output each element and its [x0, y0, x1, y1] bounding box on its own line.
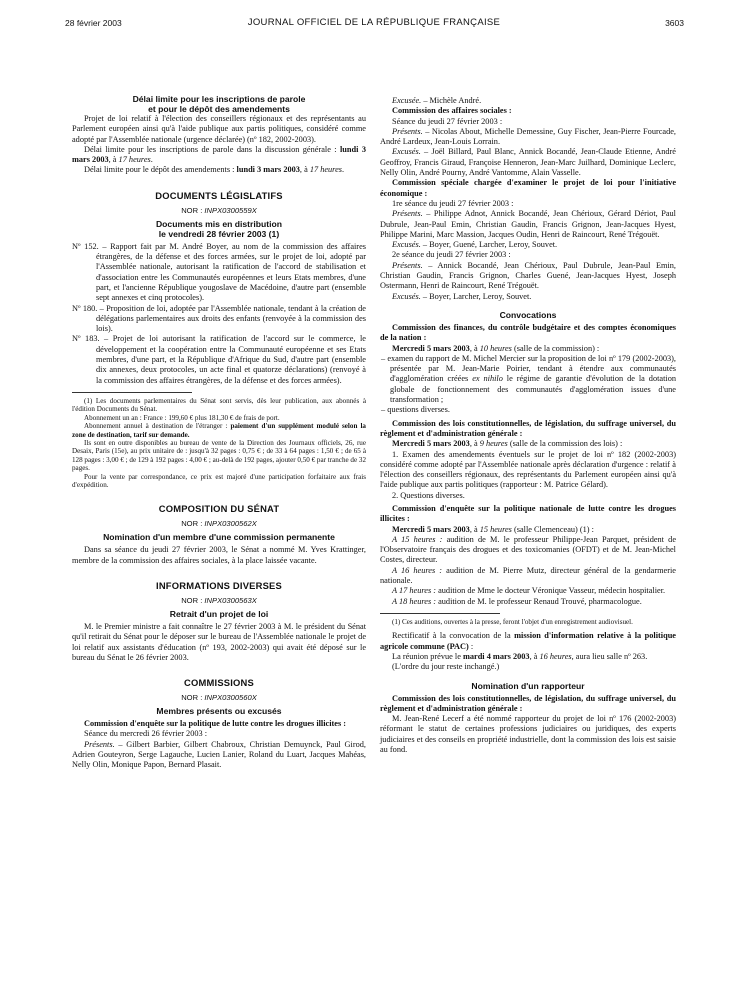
- speciale-s2-excuses: Excusés. – Boyer, Larcher, Leroy, Souvet.: [392, 291, 532, 301]
- documents-nor: NOR : INPX0300559X: [181, 205, 257, 215]
- informations-nor: NOR : INPX0300563X: [181, 596, 257, 605]
- drogues-date: Mercredi 5 mars 2003, à 15 heures (salle Clemenceau) (1) :: [392, 524, 594, 534]
- rectificatif-text: La réunion prévue le mardi 4 mars 2003, à 16 heures, aura lieu salle nº 263.: [392, 651, 648, 661]
- finances-commission-title: Commission des finances, du contrôle budgétaire et des comptes économiques de la nation :: [380, 322, 676, 343]
- delai-title-line1: Délai limite pour les inscriptions de parole: [132, 94, 306, 104]
- commissions-section-continued: [380, 96, 676, 302]
- enquete-excusee: Excusée. – Michèle André.: [392, 96, 482, 105]
- documents-footnote-4: Ils sont en outre disponibles au bureau de vente de la Direction des Journaux officiels, 26, rue Desaix, Paris (15e), au prix unitaire de : jusqu'à 32 pages : 0,75 € ; de 33 à 64 pages : 1,50 € ; de 65 à 128 pages : 3,00 € ; de 129 à 192 pages : 4,00 € ; au-delà de 192 pages, ajouter 0,50 € par tranche de 32 pages.: [72, 438, 366, 473]
- drogues-commission-title: Commission d'enquête sur la politique nationale de lutte contre les drogues illicites :: [380, 503, 676, 524]
- rapporteur-heading: Nomination d'un rapporteur: [471, 680, 585, 691]
- enquete-commission-title: Commission d'enquête sur la politique de lutte contre les drogues illicites :: [84, 719, 347, 729]
- speciale-seance-1: 1re séance du jeudi 27 février 2003 :: [392, 198, 514, 208]
- commissions-nor: NOR : INPX0300560X: [181, 693, 257, 703]
- composition-text: Dans sa séance du jeudi 27 février 2003, le Sénat a nommé M. Yves Krattinger, membre de la commission des affaires sociales, à la place laissée vacante.: [72, 545, 366, 565]
- documents-footnote-3: Abonnement annuel à destination de l'étranger : paiement d'un supplément modulé selon la zone de destination, tarif sur demande.: [72, 422, 366, 439]
- drogues-audition-2: A 16 heures : audition de M. Pierre Mutz, directeur général de la gendarmerie nationale.: [380, 565, 676, 586]
- convocations-heading: Convocations: [499, 309, 557, 320]
- sociales-presents: Présents. – Nicolas About, Michelle Demessine, Guy Fischer, Jean-Pierre Fourcade, André Lardeux, Jean-Louis Lorrain.: [380, 126, 676, 147]
- document-item: Nº 183. – Projet de loi autorisant la ratification de l'accord sur le commerce, le développement et la coopération entre la Communauté européenne et ses Etats membres, d'une part, et la République d'Afrique du Sud, d'autre part (ensemble dix annexes, deux protocoles, un acte final et quatorze déclarations) (renvoyé à la commission des affaires étrangères, de la défense et des forces armées).: [72, 334, 366, 385]
- documents-heading: DOCUMENTS LÉGISLATIFS: [155, 189, 283, 201]
- header-page-number: 3603: [665, 18, 684, 28]
- informations-text: M. le Premier ministre a fait connaître le 27 février 2003 à M. le président du Sénat qu'il retirait du Sénat pour le déposer sur le bureau de l'Assemblée nationale le projet de loi relatif aux assistants d'éducation (nº 193, 2002-2003) qui avait été déposé sur le bureau du Sénat le 26 février 2003.: [72, 622, 366, 662]
- lois-commission-title: Commission des lois constitutionnelles, de législation, du suffrage universel, du règlement et d'administration générale :: [380, 418, 676, 438]
- delai-section: [72, 94, 366, 176]
- convocations-section: [380, 310, 676, 673]
- delai-paragraph-2: Délai limite pour les inscriptions de parole dans la discussion générale : lundi 3 mars 2003, à 17 heures.: [72, 144, 366, 165]
- documents-footnote-5: Pour la vente par correspondance, ce prix est majoré d'une participation forfaitaire aux frais d'expédition.: [72, 472, 366, 489]
- footnote-rule: [380, 613, 500, 614]
- delai-title-line2: et pour le dépôt des amendements: [148, 104, 290, 114]
- finances-item-2: – questions diverses.: [381, 405, 450, 415]
- informations-heading: INFORMATIONS DIVERSES: [156, 580, 282, 591]
- page-header: [0, 0, 748, 40]
- rectificatif-intro: Rectificatif à la convocation de la mission d'information relative à la politique agricole commune (PAC) :: [380, 631, 676, 651]
- commissions-section-start: [72, 677, 366, 770]
- sociales-excuses: Excusés. – Joël Billard, Paul Blanc, Annick Bocandé, Jean-Claude Etienne, André Geoffroy, Francis Giraud, Françoise Henneron, Jean-Marc Juilhard, Dominique Leclerc, Nelly Olin, André Pourny, André Vantomme, Alain Vasselle.: [380, 147, 676, 178]
- speciale-s1-presents: Présents. – Philippe Adnot, Annick Bocandé, Jean Chérioux, Gérard Dériot, Paul Dubrule, Jean-Paul Emin, Christian Gaudin, Francis Grignon, Jean-Jacques Hyest, Philippe Marini, Marc Massion, Jacques Oudin, Henri de Raincourt, René Trégouët.: [380, 209, 676, 239]
- finances-date: Mercredi 5 mars 2003, à 10 heures (salle de la commission) :: [392, 343, 600, 353]
- documents-footnote-2: Abonnement un an : France : 199,60 € plus 181,30 € de frais de port.: [84, 413, 280, 422]
- sociales-commission-title: Commission des affaires sociales :: [392, 106, 512, 116]
- speciale-seance-2: 2e séance du jeudi 27 février 2003 :: [392, 250, 511, 260]
- speciale-commission-title: Commission spéciale chargée d'examiner le projet de loi pour l'initiative économique :: [380, 178, 676, 198]
- commissions-title: Membres présents ou excusés: [156, 706, 282, 717]
- lois-item-1: 1. Examen des amendements éventuels sur le projet de loi nº 182 (2002-2003) considéré comme adopté par l'Assemblée nationale après déclaration d'urgence : relatif à l'élection des conseillers régionaux, des représentants du Parlement européen ainsi qu'à l'aide publique aux partis politiques (rapporteur : M. Patrice Gélard).: [380, 449, 676, 490]
- composition-title: Nomination d'un membre d'une commission permanente: [103, 532, 335, 543]
- rapporteur-text: M. Jean-René Lecerf a été nommé rapporteur du projet de loi nº 176 (2002-2003) réformant le statut de certaines professions judiciaires ou juridiques, des experts judiciaires et des conseils en propriété industrielle, dont la commission des lois est saisie au fond.: [380, 714, 676, 755]
- document-item: Nº 180. – Proposition de loi, adoptée par l'Assemblée nationale, tendant à la création de délégations parlementaires aux droits des enfants (renvoyée à la commission des lois).: [72, 303, 366, 334]
- rapporteur-section: [380, 681, 676, 756]
- header-journal-title: JOURNAL OFFICIEL DE LA RÉPUBLIQUE FRANÇAISE: [247, 17, 501, 28]
- documents-title-line1: Documents mis en distribution: [155, 218, 283, 229]
- rapporteur-commission-title: Commission des lois constitutionnelles, de législation, du suffrage universel, du règlement et d'administration générale :: [380, 693, 676, 713]
- lois-item-2: 2. Questions diverses.: [392, 490, 465, 500]
- documents-title-line2: le vendredi 28 février 2003 (1): [158, 228, 280, 239]
- informations-title: Retrait d'un projet de loi: [169, 609, 269, 619]
- speciale-s1-excuses: Excusés. – Boyer, Guené, Larcher, Leroy, Souvet.: [392, 240, 558, 250]
- enquete-presents: Présents. – Gilbert Barbier, Gilbert Chabroux, Christian Demuynck, Paul Girod, Adrien Gouteyron, Serge Lagauche, Lucien Lanier, Roland du Luart, Jacques Mahéas, Nelly Olin, Monique Papon, Bernard Plasait.: [72, 739, 366, 770]
- commissions-heading: COMMISSIONS: [184, 677, 254, 689]
- delai-paragraph-1: Projet de loi relatif à l'élection des conseillers régionaux et des représentants au Parlement européen ainsi qu'à l'aide publique aux partis politiques, considéré comme adopté par l'Assemblée nationale (urgence déclarée) (nº 182, 2002-2003).: [72, 114, 366, 144]
- left-column: [72, 94, 366, 771]
- drogues-audition-1: A 15 heures : audition de M. le professeur Philippe-Jean Parquet, président de l'Observatoire français des drogues et des toxicomanies (OFDT) et de M. Jean-Michel Costes, directeur.: [380, 534, 677, 565]
- drogues-footnote: (1) Ces auditions, ouvertes à la presse, feront l'objet d'un enregistrement audiovisuel.: [392, 617, 633, 626]
- drogues-audition-4: A 18 heures : audition de M. le professeur Renaud Trouvé, pharmacologue.: [392, 596, 642, 606]
- enquete-seance: Séance du mercredi 26 février 2003 :: [84, 729, 208, 739]
- header-date: 28 février 2003: [65, 18, 122, 28]
- delai-paragraph-3: Délai limite pour le dépôt des amendements : lundi 3 mars 2003, à 17 heures.: [84, 165, 345, 175]
- composition-heading: COMPOSITION DU SÉNAT: [158, 503, 280, 515]
- composition-section: [72, 503, 366, 566]
- documents-section: [72, 190, 366, 490]
- lois-date: Mercredi 5 mars 2003, à 9 heures (salle de la commission des lois) :: [392, 439, 623, 449]
- document-item: Nº 152. – Rapport fait par M. André Boyer, au nom de la commission des affaires étrangères, de la défense et des forces armées, sur le projet de loi, adopté par l'Assemblée nationale, autorisant la ratification de l'accord de stabilisation et d'association entre les Communautés européennes et leurs Etats membres, d'une part, et l'ancienne République yougoslave de Macédoine, d'autre part (ensemble sept annexes et cinq protocoles).: [72, 241, 366, 303]
- rectificatif-note: (L'ordre du jour reste inchangé.): [392, 662, 500, 672]
- speciale-s2-presents: Présents. – Annick Bocandé, Jean Chérioux, Paul Dubrule, Jean-Paul Emin, Christian Gaudin, Francis Grignon, Charles Guené, Jean-Jacques Hyest, Joseph Ostermann, Henri de Raincourt, René Trégouët.: [380, 260, 676, 291]
- footnote-rule: [72, 392, 192, 393]
- sociales-seance: Séance du jeudi 27 février 2003 :: [392, 116, 503, 126]
- documents-footnote-1: (1) Les documents parlementaires du Sénat sont servis, dès leur publication, aux abonnés à l'édition Documents du Sénat.: [72, 396, 366, 414]
- drogues-audition-3: A 17 heures : audition de Mme le docteur Véronique Vasseur, médecin hospitalier.: [392, 586, 666, 596]
- composition-nor: NOR : INPX0300562X: [181, 519, 257, 529]
- right-column: [380, 96, 676, 755]
- informations-section: [72, 580, 366, 663]
- finances-item-1: – examen du rapport de M. Michel Mercier sur la proposition de loi nº 179 (2002-2003), présentée par M. Jean-Marie Poirier, tendant à étendre aux communautés d'agglomération créées ex nihilo le régime de garantie d'évolution de la dotation globale de fonctionnement des communautés d'agglomération issues d'une transformation ;: [381, 353, 676, 405]
